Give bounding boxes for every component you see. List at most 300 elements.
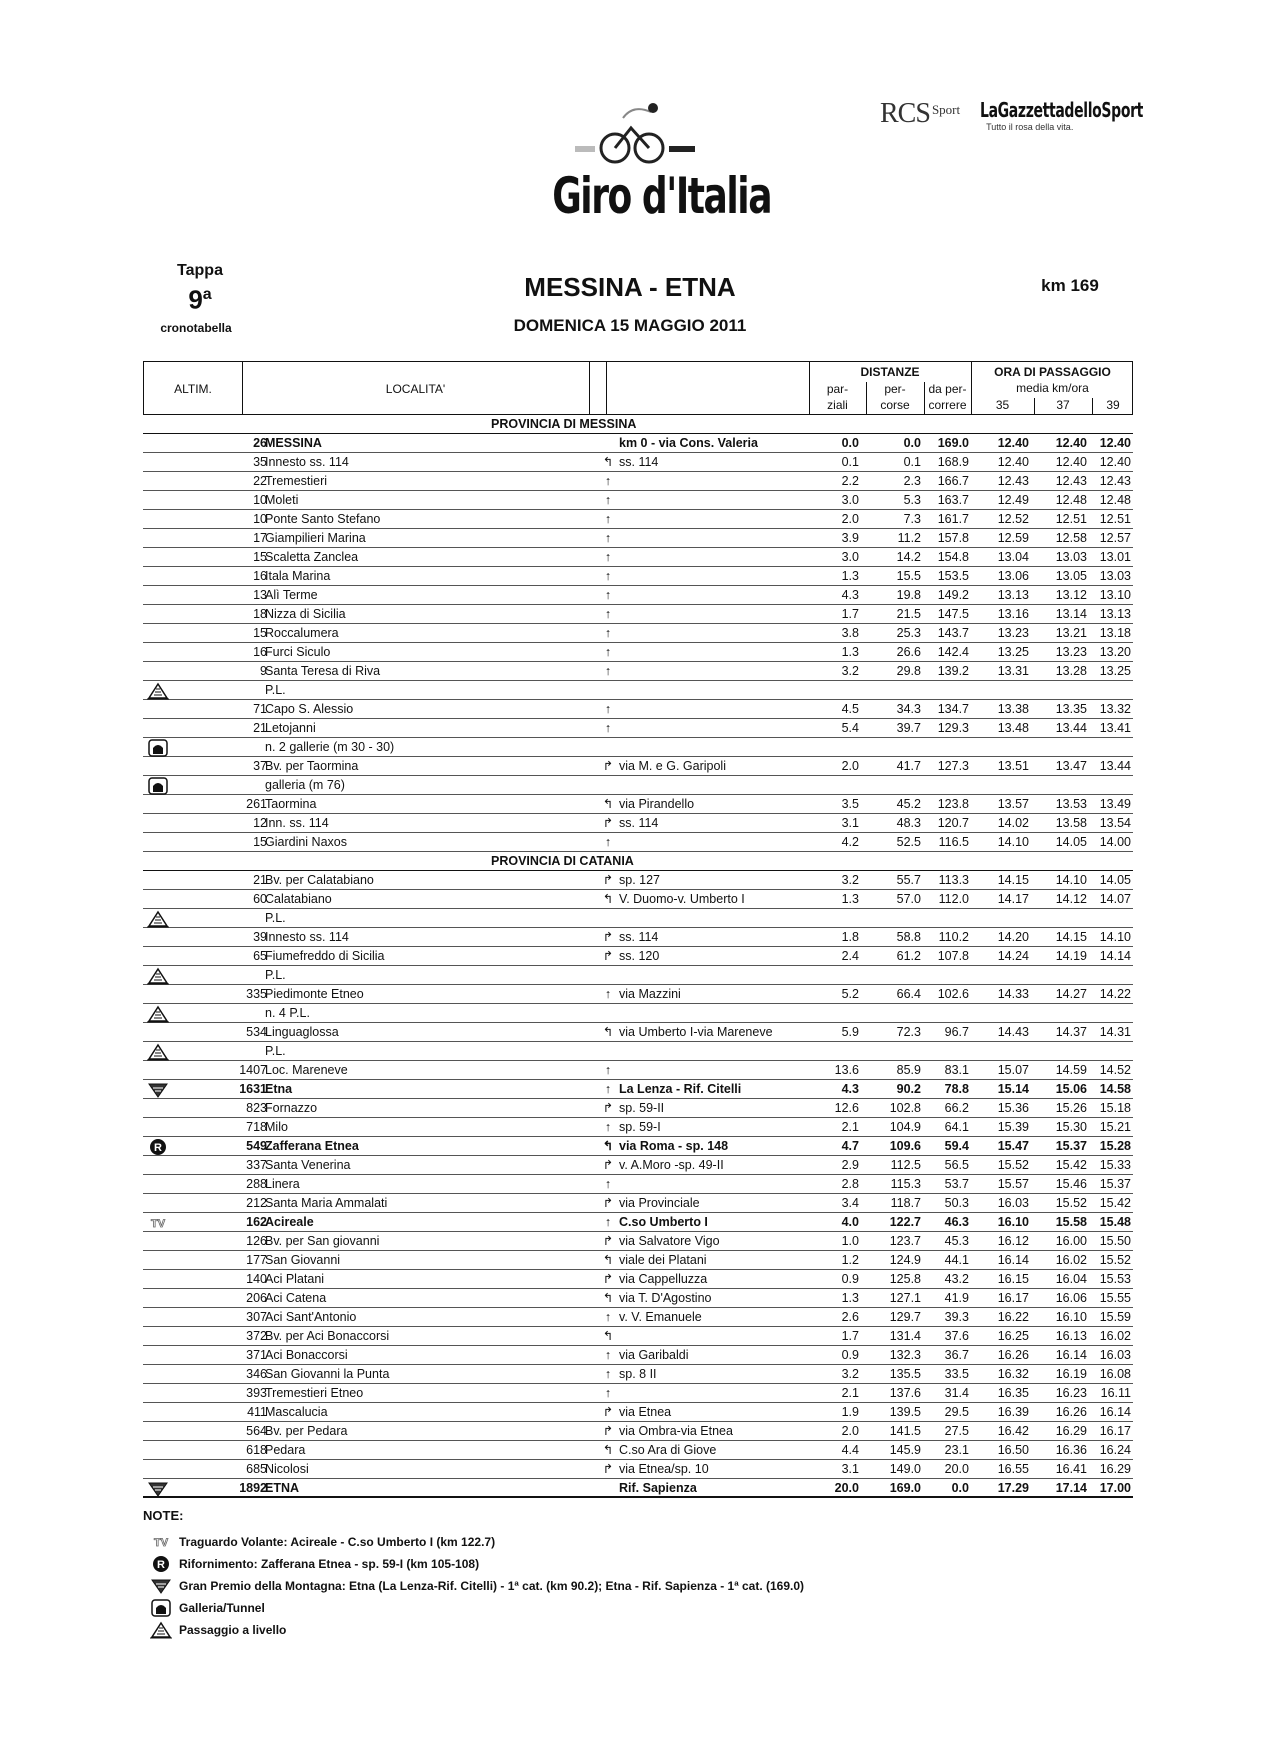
road-cell: ss. 114 (619, 455, 659, 469)
straight-arrow-icon: ↑ (604, 645, 612, 659)
time-37-cell: 17.14 (1055, 1481, 1087, 1495)
table-row (143, 624, 1133, 643)
parziali-cell: 4.3 (841, 588, 859, 602)
time-35-cell: 16.15 (997, 1272, 1029, 1286)
parziali-cell: 2.9 (841, 1158, 859, 1172)
localita-cell: Aci Bonaccorsi (265, 1348, 348, 1362)
localita-cell: Aci Catena (265, 1291, 327, 1305)
time-39-cell: 16.17 (1099, 1424, 1131, 1438)
altitude-cell: 337 (246, 1158, 267, 1172)
time-35-cell: 13.51 (997, 759, 1029, 773)
da-percorrere-cell: 149.2 (937, 588, 969, 602)
localita-cell: Nicolosi (265, 1462, 309, 1476)
row-icon-cell (143, 871, 173, 890)
straight-arrow-icon: ↑ (604, 835, 612, 849)
table-row (143, 548, 1133, 567)
time-39-cell: 13.41 (1099, 721, 1131, 735)
time-39-cell: 14.00 (1099, 835, 1131, 849)
level-crossing-icon (143, 681, 173, 700)
province-name: PROVINCIA DI CATANIA (491, 854, 634, 868)
road-cell: ss. 120 (619, 949, 660, 963)
header-parziali-1: par- (826, 382, 849, 396)
altitude-cell: 126 (246, 1234, 267, 1248)
percorse-cell: 90.2 (896, 1082, 921, 1096)
table-row (143, 472, 1133, 491)
time-35-cell: 12.59 (997, 531, 1029, 545)
da-percorrere-cell: 142.4 (937, 645, 969, 659)
altitude-cell: 288 (246, 1177, 267, 1191)
time-39-cell: 14.05 (1099, 873, 1131, 887)
row-icon-cell (143, 1270, 173, 1289)
note-text: Gran Premio della Montagna: Etna (La Lenza-Rif. Citelli) - 1ª cat. (km 90.2); Etna - Rif. Sapienza - 1ª cat. (169.0) (179, 1579, 805, 1593)
header-localita: LOCALITA' (385, 382, 446, 396)
row-icon-cell (143, 1365, 173, 1384)
time-35-cell: 13.25 (997, 645, 1029, 659)
localita-cell: Aci Sant'Antonio (265, 1310, 357, 1324)
time-37-cell: 16.36 (1055, 1443, 1087, 1457)
straight-arrow-icon: ↑ (604, 626, 612, 640)
time-37-cell: 12.43 (1055, 474, 1087, 488)
parziali-cell: 4.0 (841, 1215, 859, 1229)
altitude-cell: 22 (253, 474, 267, 488)
row-icon-cell (143, 472, 173, 491)
da-percorrere-cell: 66.2 (944, 1101, 969, 1115)
parziali-cell: 5.9 (841, 1025, 859, 1039)
road-cell: C.so Ara di Giove (619, 1443, 717, 1457)
localita-cell: P.L. (265, 911, 286, 925)
straight-arrow-icon: ↑ (604, 987, 612, 1001)
time-35-cell: 12.49 (997, 493, 1029, 507)
table-row (143, 1175, 1133, 1194)
table-row (143, 871, 1133, 890)
time-37-cell: 16.06 (1055, 1291, 1087, 1305)
time-39-cell: 14.22 (1099, 987, 1131, 1001)
parziali-cell: 1.3 (841, 892, 859, 906)
table-row (143, 510, 1133, 529)
altitude-cell: 140 (246, 1272, 267, 1286)
altitude-cell: 10 (253, 493, 267, 507)
time-37-cell: 16.26 (1055, 1405, 1087, 1419)
da-percorrere-cell: 139.2 (937, 664, 969, 678)
localita-cell: Roccalumera (265, 626, 339, 640)
time-37-cell: 13.03 (1055, 550, 1087, 564)
time-35-cell: 13.06 (997, 569, 1029, 583)
time-39-cell: 13.03 (1099, 569, 1131, 583)
road-cell: via M. e G. Garipoli (619, 759, 726, 773)
parziali-cell: 2.0 (841, 759, 859, 773)
localita-cell: Zafferana Etnea (265, 1139, 359, 1153)
road-cell: ss. 114 (619, 930, 659, 944)
mountain-gpm-icon (143, 1578, 179, 1594)
time-35-cell: 15.36 (997, 1101, 1029, 1115)
percorse-cell: 129.7 (889, 1310, 921, 1324)
feeding-zone-icon (143, 1137, 173, 1156)
turn-right-arrow-icon: ↱ (602, 816, 614, 830)
da-percorrere-cell: 102.6 (937, 987, 969, 1001)
percorse-cell: 19.8 (896, 588, 921, 602)
percorse-cell: 169.0 (889, 1481, 921, 1495)
time-39-cell: 15.48 (1099, 1215, 1131, 1229)
turn-right-arrow-icon: ↱ (602, 1234, 614, 1248)
time-37-cell: 14.05 (1055, 835, 1087, 849)
row-icon-cell (143, 548, 173, 567)
da-percorrere-cell: 37.6 (944, 1329, 969, 1343)
time-39-cell: 14.07 (1099, 892, 1131, 906)
altitude-cell: 371 (246, 1348, 267, 1362)
percorse-cell: 14.2 (896, 550, 921, 564)
row-icon-cell (143, 1308, 173, 1327)
percorse-cell: 29.8 (896, 664, 921, 678)
time-39-cell: 15.37 (1099, 1177, 1131, 1191)
time-39-cell: 13.01 (1099, 550, 1131, 564)
province-row (143, 415, 1133, 434)
percorse-cell: 109.6 (889, 1139, 921, 1153)
localita-cell: Santa Venerina (265, 1158, 351, 1172)
note-text: Passaggio a livello (179, 1623, 287, 1637)
road-cell: C.so Umberto I (619, 1215, 708, 1229)
altitude-cell: 10 (253, 512, 267, 526)
road-cell: via Etnea/sp. 10 (619, 1462, 709, 1476)
table-row (143, 985, 1133, 1004)
table-row (143, 833, 1133, 852)
note-item (143, 1553, 1043, 1575)
altitude-cell: 18 (253, 607, 267, 621)
turn-left-arrow-icon: ↰ (602, 455, 614, 469)
time-39-cell: 17.00 (1099, 1481, 1131, 1495)
da-percorrere-cell: 147.5 (937, 607, 969, 621)
time-37-cell: 16.29 (1055, 1424, 1087, 1438)
time-35-cell: 14.10 (997, 835, 1029, 849)
table-row (143, 1346, 1133, 1365)
time-37-cell: 13.28 (1055, 664, 1087, 678)
time-35-cell: 14.33 (997, 987, 1029, 1001)
time-39-cell: 16.14 (1099, 1405, 1131, 1419)
localita-cell: Giardini Naxos (265, 835, 347, 849)
localita-cell: Santa Maria Ammalati (265, 1196, 388, 1210)
turn-left-arrow-icon: ↰ (602, 1139, 614, 1153)
time-37-cell: 15.06 (1055, 1082, 1087, 1096)
percorse-cell: 72.3 (896, 1025, 921, 1039)
parziali-cell: 3.9 (841, 531, 859, 545)
time-37-cell: 13.58 (1055, 816, 1087, 830)
percorse-cell: 122.7 (889, 1215, 921, 1229)
straight-arrow-icon: ↑ (604, 607, 612, 621)
road-cell: sp. 127 (619, 873, 661, 887)
parziali-cell: 0.9 (841, 1348, 859, 1362)
da-percorrere-cell: 107.8 (937, 949, 969, 963)
percorse-cell: 145.9 (889, 1443, 921, 1457)
time-35-cell: 16.25 (997, 1329, 1029, 1343)
row-icon-cell (143, 1460, 173, 1479)
turn-left-arrow-icon: ↰ (602, 1329, 614, 1343)
table-row (143, 681, 1133, 700)
time-37-cell: 13.12 (1055, 588, 1087, 602)
parziali-cell: 3.8 (841, 626, 859, 640)
row-icon-cell (143, 700, 173, 719)
table-row (143, 890, 1133, 909)
row-icon-cell (143, 757, 173, 776)
header-percorse-2: corse (880, 398, 910, 412)
row-icon-cell (143, 605, 173, 624)
table-row (143, 586, 1133, 605)
time-37-cell: 12.51 (1055, 512, 1087, 526)
row-icon-cell (143, 1327, 173, 1346)
time-37-cell: 12.40 (1055, 455, 1087, 469)
time-39-cell: 13.44 (1099, 759, 1131, 773)
localita-cell: Bv. per Pedara (265, 1424, 348, 1438)
da-percorrere-cell: 43.2 (944, 1272, 969, 1286)
da-percorrere-cell: 161.7 (937, 512, 969, 526)
row-icon-cell (143, 624, 173, 643)
altitude-cell: 71 (253, 702, 267, 716)
time-37-cell: 12.48 (1055, 493, 1087, 507)
table-row (143, 1004, 1133, 1023)
straight-arrow-icon: ↑ (604, 493, 612, 507)
straight-arrow-icon: ↑ (604, 1386, 612, 1400)
time-37-cell: 15.58 (1055, 1215, 1087, 1229)
gazzetta-title: LaGazzettadelloSport (980, 98, 1144, 122)
percorse-cell: 118.7 (890, 1196, 921, 1210)
turn-left-arrow-icon: ↰ (602, 892, 614, 906)
da-percorrere-cell: 45.3 (944, 1234, 969, 1248)
note-text: Rifornimento: Zafferana Etnea - sp. 59-I (km 105-108) (179, 1557, 480, 1571)
parziali-cell: 2.6 (841, 1310, 859, 1324)
percorse-cell: 0.0 (903, 436, 921, 450)
time-37-cell: 12.40 (1055, 436, 1087, 450)
header-media: media km/ora (1016, 381, 1089, 395)
time-37-cell: 16.14 (1055, 1348, 1087, 1362)
straight-arrow-icon: ↑ (604, 1310, 612, 1324)
percorse-cell: 26.6 (896, 645, 921, 659)
note-item (143, 1575, 1043, 1597)
time-39-cell: 14.14 (1099, 949, 1131, 963)
time-37-cell: 14.15 (1055, 930, 1087, 944)
time-35-cell: 13.38 (997, 702, 1029, 716)
percorse-cell: 11.2 (897, 531, 921, 545)
table-row (143, 814, 1133, 833)
gazzetta-logo (980, 98, 1213, 132)
road-cell: via Umberto I-via Mareneve (619, 1025, 773, 1039)
percorse-cell: 55.7 (896, 873, 921, 887)
straight-arrow-icon: ↑ (604, 569, 612, 583)
table-row (143, 1270, 1133, 1289)
giro-logo (520, 98, 772, 225)
altitude-cell: 60 (253, 892, 267, 906)
row-icon-cell (143, 1289, 173, 1308)
percorse-cell: 48.3 (896, 816, 921, 830)
time-37-cell: 13.44 (1055, 721, 1087, 735)
giro-logo-text: Giro d'Italia (552, 167, 772, 225)
da-percorrere-cell: 50.3 (944, 1196, 969, 1210)
localita-cell: Letojanni (265, 721, 316, 735)
localita-cell: MESSINA (265, 436, 322, 450)
percorse-cell: 102.8 (889, 1101, 921, 1115)
time-37-cell: 16.41 (1055, 1462, 1087, 1476)
turn-left-arrow-icon: ↰ (602, 1025, 614, 1039)
localita-cell: Inn. ss. 114 (265, 816, 329, 830)
percorse-cell: 61.2 (896, 949, 921, 963)
altitude-cell: 13 (253, 588, 267, 602)
row-icon-cell (143, 434, 173, 453)
row-icon-cell (143, 1061, 173, 1080)
table-row (143, 1251, 1133, 1270)
percorse-cell: 39.7 (896, 721, 921, 735)
table-row (143, 966, 1133, 985)
time-39-cell: 15.18 (1099, 1101, 1131, 1115)
notes-section (143, 1508, 1043, 1641)
percorse-cell: 34.3 (896, 702, 921, 716)
road-cell: via Garibaldi (619, 1348, 689, 1362)
table-row (143, 1403, 1133, 1422)
row-icon-cell (143, 719, 173, 738)
percorse-cell: 25.3 (896, 626, 921, 640)
rcs-sport-text: Sport (931, 102, 961, 117)
time-39-cell: 16.24 (1099, 1443, 1131, 1457)
road-cell: v. V. Emanuele (619, 1310, 702, 1324)
altitude-cell: 15 (253, 550, 267, 564)
table-body (143, 415, 1133, 1498)
row-icon-cell (143, 1194, 173, 1213)
time-35-cell: 15.07 (997, 1063, 1029, 1077)
time-39-cell: 15.55 (1099, 1291, 1131, 1305)
table-row (143, 1422, 1133, 1441)
da-percorrere-cell: 33.5 (944, 1367, 969, 1381)
time-39-cell: 15.59 (1099, 1310, 1131, 1324)
time-37-cell: 15.37 (1055, 1139, 1087, 1153)
road-cell: via Pirandello (619, 797, 695, 811)
table-row (143, 1023, 1133, 1042)
localita-cell: n. 4 P.L. (265, 1006, 310, 1020)
turn-right-arrow-icon: ↱ (602, 759, 614, 773)
notes-list (143, 1531, 1043, 1641)
turn-right-arrow-icon: ↱ (602, 1272, 614, 1286)
stage-title: MESSINA - ETNA (524, 272, 736, 302)
table-row (143, 643, 1133, 662)
altitude-cell: 65 (253, 949, 267, 963)
table-row (143, 1080, 1133, 1099)
localita-cell: Mascalucia (265, 1405, 328, 1419)
notes-title: NOTE: (143, 1508, 184, 1523)
time-35-cell: 16.03 (997, 1196, 1029, 1210)
table-row (143, 719, 1133, 738)
header-da-percorrere-2: correre (928, 398, 967, 412)
time-35-cell: 16.50 (997, 1443, 1029, 1457)
time-39-cell: 12.43 (1099, 474, 1131, 488)
altitude-cell: 26 (253, 436, 267, 450)
time-35-cell: 15.14 (997, 1082, 1029, 1096)
cyclist-logo-icon (575, 98, 695, 170)
altitude-cell: 17 (253, 531, 267, 545)
localita-cell: Alì Terme (265, 588, 318, 602)
localita-cell: Fiumefreddo di Sicilia (265, 949, 385, 963)
parziali-cell: 3.2 (841, 873, 859, 887)
header-percorse-1: per- (884, 382, 906, 396)
da-percorrere-cell: 143.7 (937, 626, 969, 640)
level-crossing-icon (143, 909, 173, 928)
province-row (143, 852, 1133, 871)
table-row (143, 738, 1133, 757)
da-percorrere-cell: 78.8 (944, 1082, 969, 1096)
da-percorrere-cell: 134.7 (937, 702, 969, 716)
table-row (143, 567, 1133, 586)
time-39-cell: 13.25 (1099, 664, 1131, 678)
row-icon-cell (143, 491, 173, 510)
parziali-cell: 0.9 (841, 1272, 859, 1286)
straight-arrow-icon: ↑ (604, 512, 612, 526)
table-row (143, 453, 1133, 472)
road-cell: via Ombra-via Etnea (619, 1424, 733, 1438)
road-cell: via Salvatore Vigo (619, 1234, 720, 1248)
road-cell: v. A.Moro -sp. 49-II (619, 1158, 724, 1172)
table-row (143, 1061, 1133, 1080)
localita-cell: Piedimonte Etneo (265, 987, 364, 1001)
altitude-cell: 21 (253, 721, 267, 735)
time-37-cell: 14.12 (1055, 892, 1087, 906)
localita-cell: Taormina (265, 797, 317, 811)
altitude-cell: 346 (246, 1367, 267, 1381)
row-icon-cell (143, 1441, 173, 1460)
parziali-cell: 1.8 (841, 930, 859, 944)
row-icon-cell (143, 795, 173, 814)
header-speed-37: 37 (1056, 398, 1070, 412)
parziali-cell: 2.0 (841, 1424, 859, 1438)
time-37-cell: 13.05 (1055, 569, 1087, 583)
localita-cell: Innesto ss. 114 (265, 455, 349, 469)
table-row (143, 1194, 1133, 1213)
time-37-cell: 13.47 (1055, 759, 1087, 773)
road-cell: sp. 59-I (619, 1120, 661, 1134)
percorse-cell: 66.4 (896, 987, 921, 1001)
parziali-cell: 2.1 (841, 1386, 859, 1400)
intermediate-sprint-icon (143, 1213, 173, 1232)
time-35-cell: 12.43 (997, 474, 1029, 488)
altitude-cell: 549 (246, 1139, 267, 1153)
time-37-cell: 13.35 (1055, 702, 1087, 716)
da-percorrere-cell: 112.0 (938, 892, 969, 906)
da-percorrere-cell: 36.7 (944, 1348, 969, 1362)
table-row (143, 700, 1133, 719)
localita-cell: P.L. (265, 683, 286, 697)
sponsor-logos (880, 98, 1144, 142)
percorse-cell: 135.5 (889, 1367, 921, 1381)
table-row (143, 1327, 1133, 1346)
row-icon-cell (143, 1156, 173, 1175)
time-35-cell: 16.55 (997, 1462, 1029, 1476)
time-35-cell: 14.20 (997, 930, 1029, 944)
row-icon-cell (143, 567, 173, 586)
straight-arrow-icon: ↑ (604, 531, 612, 545)
time-37-cell: 15.46 (1055, 1177, 1087, 1191)
road-cell: viale dei Platani (619, 1253, 707, 1267)
table-row (143, 757, 1133, 776)
da-percorrere-cell: 83.1 (944, 1063, 969, 1077)
road-cell: ss. 114 (619, 816, 659, 830)
percorse-cell: 85.9 (896, 1063, 921, 1077)
straight-arrow-icon: ↑ (604, 664, 612, 678)
turn-right-arrow-icon: ↱ (602, 1101, 614, 1115)
altitude-cell: 206 (246, 1291, 267, 1305)
time-37-cell: 16.02 (1055, 1253, 1087, 1267)
altitude-cell: 411 (247, 1405, 267, 1419)
row-icon-cell (143, 1099, 173, 1118)
da-percorrere-cell: 59.4 (944, 1139, 969, 1153)
row-icon-cell (143, 985, 173, 1004)
time-35-cell: 17.29 (997, 1481, 1029, 1495)
percorse-cell: 41.7 (896, 759, 921, 773)
localita-cell: Scaletta Zanclea (265, 550, 359, 564)
table-row (143, 662, 1133, 681)
parziali-cell: 3.2 (841, 1367, 859, 1381)
